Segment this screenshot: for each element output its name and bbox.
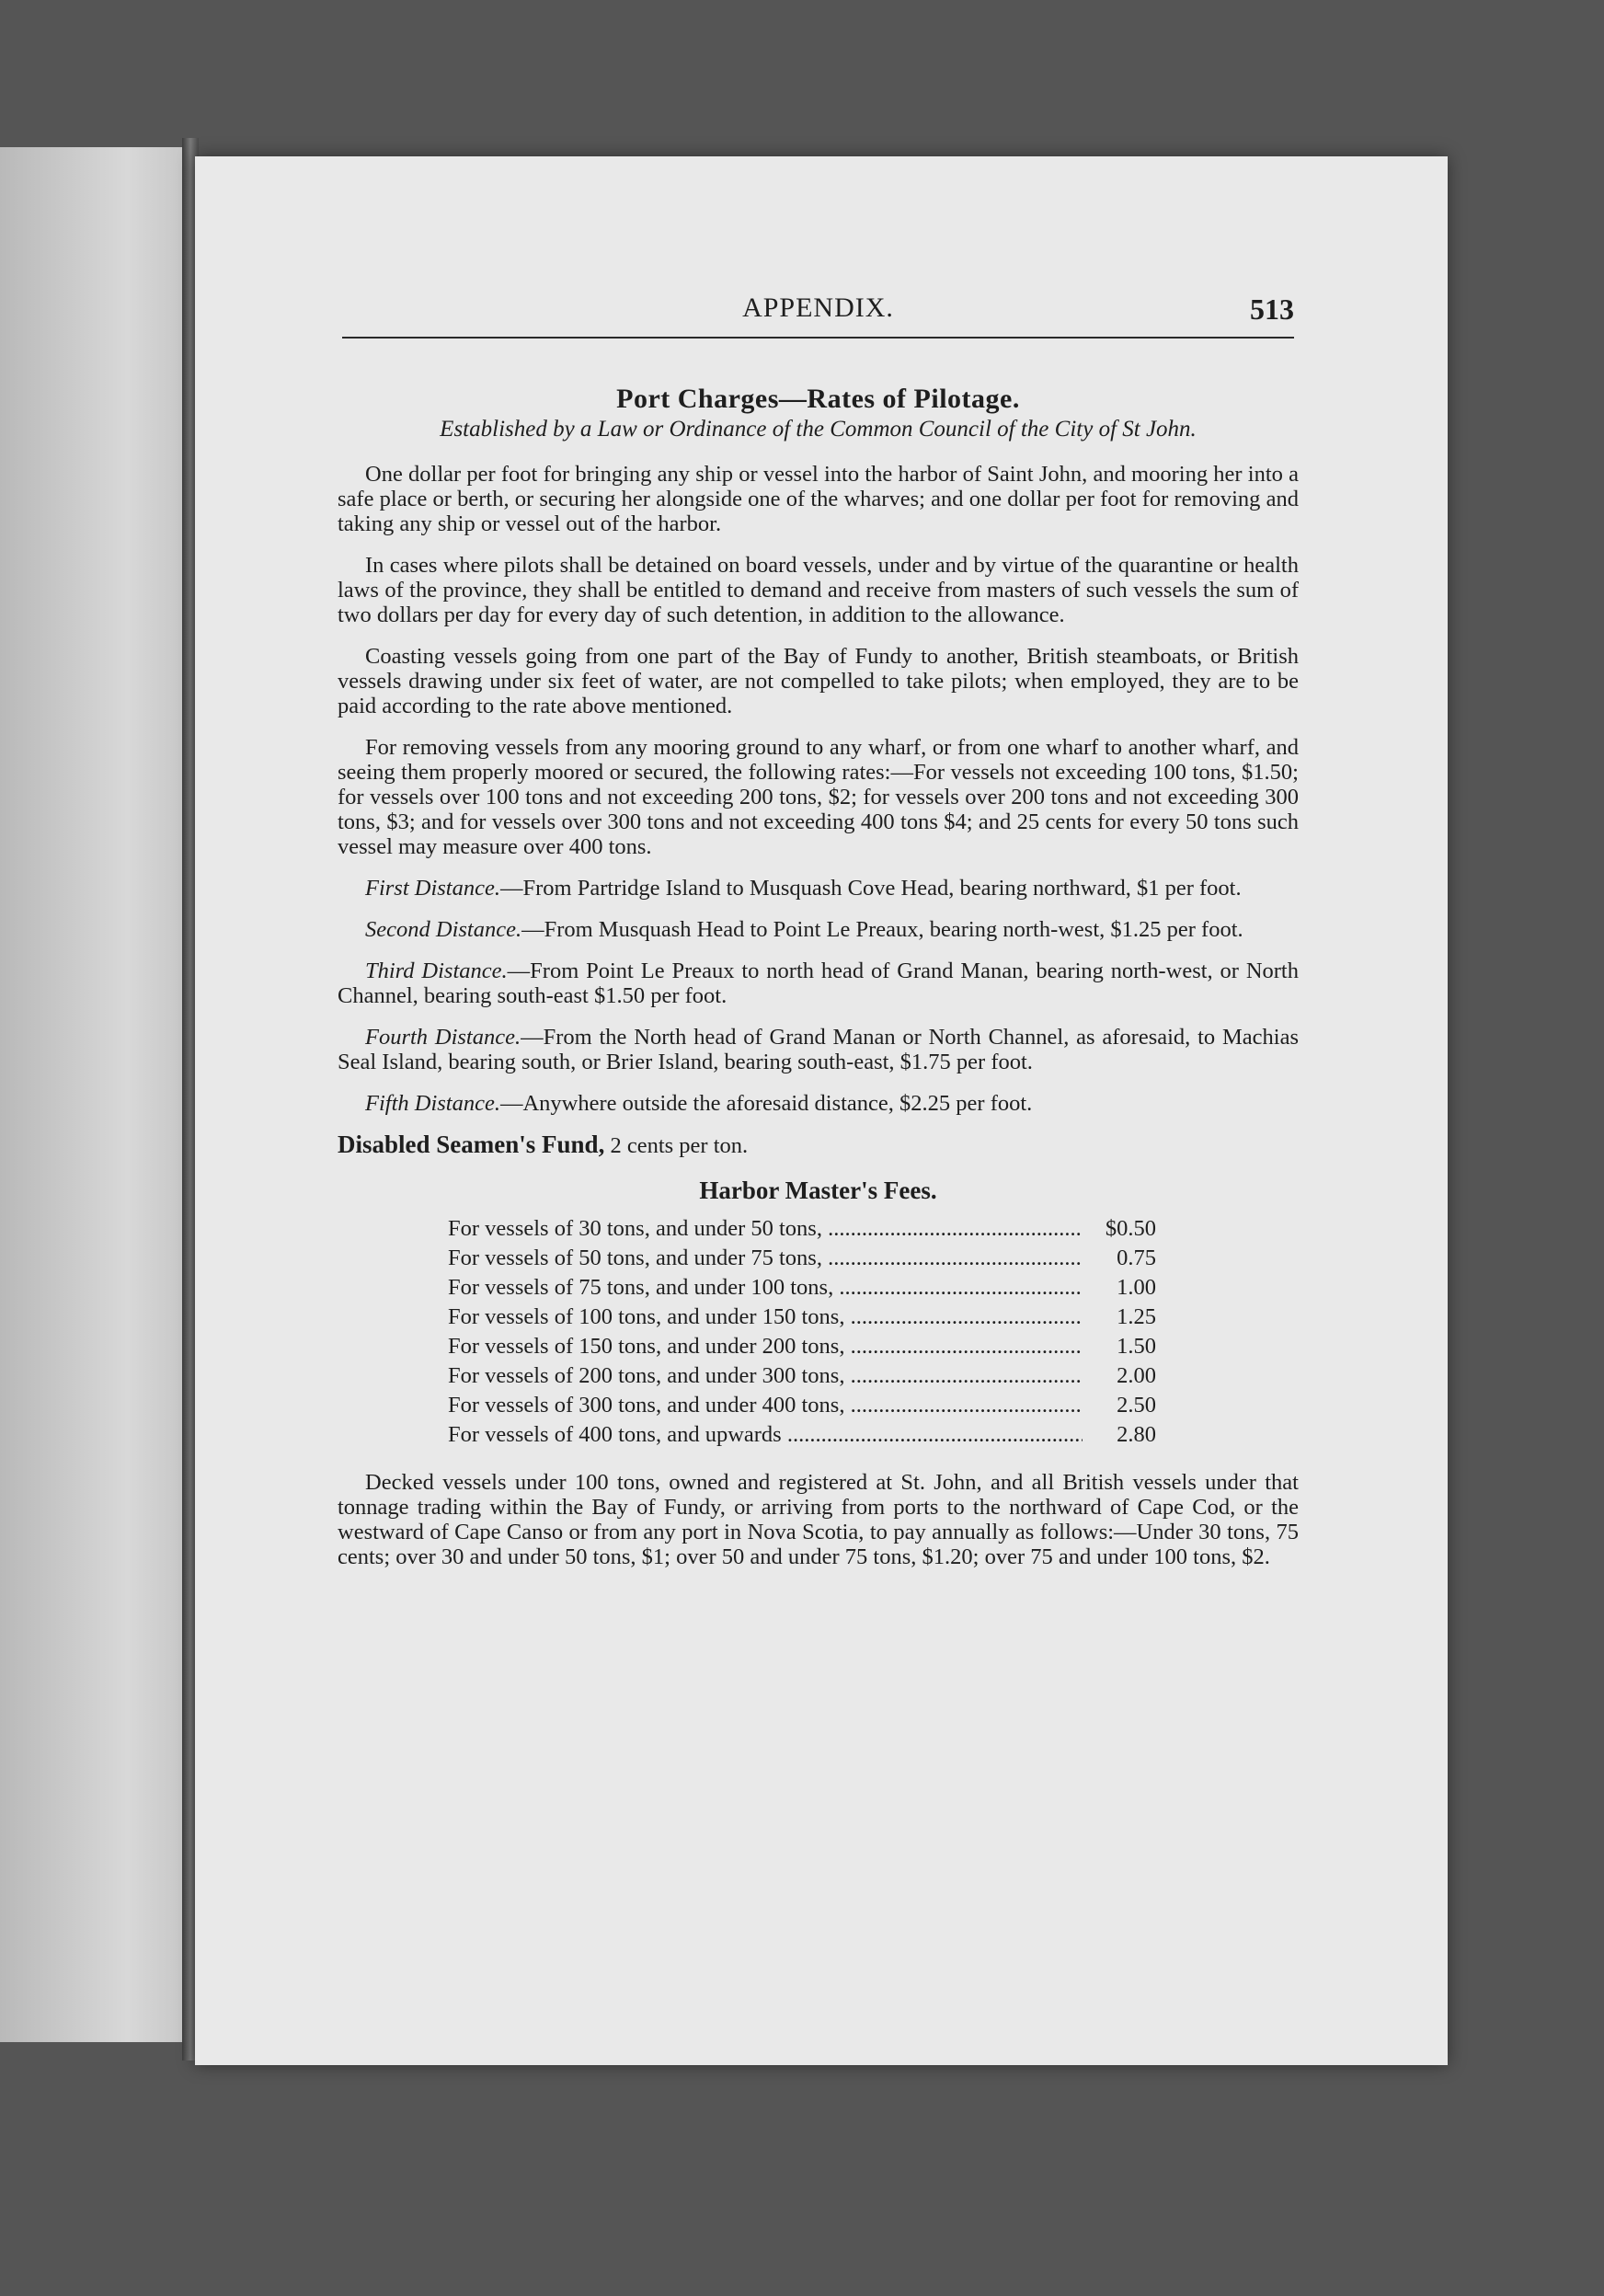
paragraph-removing-vessels: For removing vessels from any mooring ground to any wharf, or from one wharf to another wharf, and seeing them properly moored or secured, the following rates:—For vessels not exceeding 100 tons, $1.50; for vessels over 100 tons and not exceeding 200 tons, $2; for vessels over 200 tons and not exceeding 300 tons, $3; and for vessels over 300 tons and not exceeding 400 tons $4; and 25 cents for every 50 tons such vessel may measure over 400 tons. (338, 735, 1299, 859)
fee-value: 2.80 (1117, 1422, 1156, 1447)
seamens-fund-text: 2 cents per ton. (604, 1133, 749, 1158)
page-content (338, 386, 1299, 1586)
fee-row (448, 1391, 1156, 1420)
book-page (195, 156, 1448, 2065)
running-head: APPENDIX. (742, 293, 894, 323)
paragraph-pilotage-rate: One dollar per foot for bringing any ship or vessel into the harbor of Saint John, and mooring her into a safe place or berth, or securing her alongside one of the wharves; and one dollar per foot for removing and taking any ship or vessel out of the harbor. (338, 462, 1299, 536)
fee-desc: For vessels of 75 tons, and under 100 tons, ..... (448, 1273, 1083, 1303)
fee-value: 1.00 (1117, 1275, 1156, 1300)
section-subtitle: Established by a Law or Ordinance of the Common Council of the City of St John. (440, 417, 1197, 442)
fee-row (448, 1361, 1156, 1391)
fee-row (448, 1420, 1156, 1450)
distance-third (338, 959, 1299, 1008)
distance-text: —From Point Le Preaux to north head of Grand Manan, bearing north-west, or North Channel, bearing south-east $1.50 per foot. (338, 959, 1299, 1008)
distance-label: Fifth Distance. (365, 1091, 500, 1116)
fee-desc: For vessels of 50 tons, and under 75 tons, ..... (448, 1244, 1083, 1273)
fee-desc: For vessels of 150 tons, and under 200 tons, ..... (448, 1332, 1083, 1361)
distance-label: Second Distance. (365, 917, 522, 942)
page-number: 513 (1250, 293, 1294, 326)
distance-first (338, 876, 1299, 901)
fee-value: 1.50 (1117, 1334, 1156, 1359)
fee-desc: For vessels of 200 tons, and under 300 tons, ..... (448, 1361, 1083, 1391)
fee-row (448, 1273, 1156, 1303)
fee-value: 0.75 (1117, 1246, 1156, 1270)
page-header (342, 285, 1294, 339)
distance-label: First Distance. (365, 876, 500, 901)
fee-value: 2.00 (1117, 1363, 1156, 1388)
paragraph-decked-vessels: Decked vessels under 100 tons, owned and registered at St. John, and all British vessels under that tonnage trading within the Bay of Fundy, or arriving from ports to the northward of Cape Cod, or the westward of Cape Canso or from any port in Nova Scotia, to pay annually as follows:—Under 30 tons, 75 cents; over 30 and under 50 tons, $1; over 50 and under 75 tons, $1.20; over 75 and under 100 tons, $2. (338, 1470, 1299, 1569)
paragraph-quarantine-detention: In cases where pilots shall be detained on board vessels, under and by virtue of the quarantine or health laws of the province, they shall be entitled to demand and receive from masters of such vessels the sum of two dollars per day for every day of such detention, in addition to the allowance. (338, 553, 1299, 627)
distance-label: Fourth Distance. (365, 1025, 521, 1050)
section-title: Port Charges—Rates of Pilotage. (616, 384, 1020, 414)
fee-value: $0.50 (1105, 1216, 1156, 1241)
paragraph-coasting-vessels: Coasting vessels going from one part of the Bay of Fundy to another, British steamboats, or British vessels drawing under six feet of water, are not compelled to take pilots; when employed, they are to be paid according to the rate above mentioned. (338, 644, 1299, 718)
distance-text: —Anywhere outside the aforesaid distance, $2.25 per foot. (499, 1091, 1033, 1116)
fee-desc: For vessels of 300 tons, and under 400 tons, ..... (448, 1391, 1083, 1420)
fee-value: 1.25 (1117, 1304, 1156, 1329)
harbor-fees-table (448, 1214, 1156, 1450)
fee-desc: For vessels of 400 tons, and upwards ..... (448, 1420, 1083, 1450)
facing-page-edge (0, 147, 182, 2042)
fee-row (448, 1214, 1156, 1244)
distance-text: —From the North head of Grand Manan or North Channel, as aforesaid, to Machias Seal Island, bearing south, or Brier Island, bearing south-east, $1.75 per foot. (338, 1025, 1299, 1074)
fee-value: 2.50 (1117, 1393, 1156, 1418)
fee-desc: For vessels of 30 tons, and under 50 tons, ..... (448, 1214, 1083, 1244)
distance-label: Third Distance. (365, 959, 508, 983)
harbor-fees-title: Harbor Master's Fees. (699, 1177, 937, 1204)
fee-row (448, 1332, 1156, 1361)
seamens-fund (338, 1132, 1299, 1158)
fee-desc: For vessels of 100 tons, and under 150 tons, ..... (448, 1303, 1083, 1332)
distance-fourth (338, 1025, 1299, 1074)
seamens-fund-title: Disabled Seamen's Fund, (338, 1131, 605, 1158)
distance-text: —From Partridge Island to Musquash Cove Head, bearing northward, $1 per foot. (500, 876, 1242, 901)
distance-fifth (338, 1091, 1299, 1116)
fee-row (448, 1303, 1156, 1332)
fee-row (448, 1244, 1156, 1273)
distance-second (338, 917, 1299, 942)
distance-text: —From Musquash Head to Point Le Preaux, bearing north-west, $1.25 per foot. (521, 917, 1243, 942)
